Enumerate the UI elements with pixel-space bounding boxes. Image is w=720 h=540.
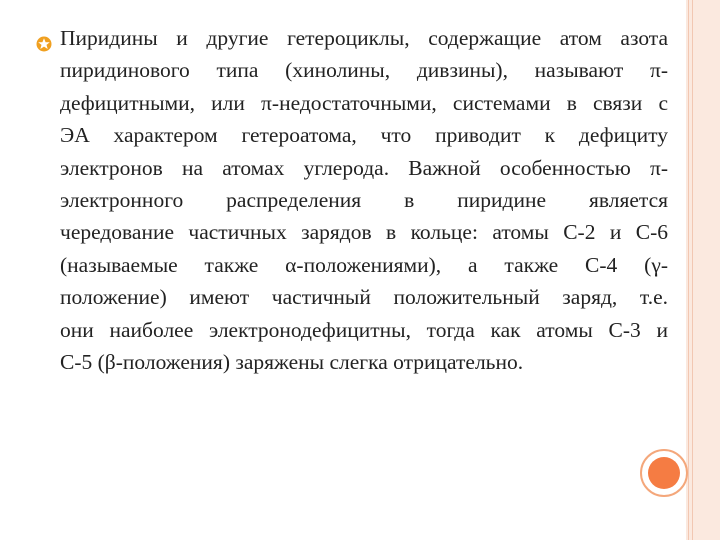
paragraph xyxy=(60,22,668,378)
paragraph-line: Пиридины и другие гетероциклы, содержащие атом азота xyxy=(60,26,668,50)
circled-star-bullet-icon xyxy=(36,36,52,52)
paragraph-line: пиридинового типа (хинолины, дивзины), называют π- xyxy=(60,58,668,83)
paragraph-line: дефицитными, или π-недостаточными, системами в связи с xyxy=(60,90,668,115)
paragraph-line: чередование частичных зарядов в кольце: атомы С-2 и С-6 xyxy=(60,220,668,245)
paragraph-line: электронного распределения в пиридине является xyxy=(60,188,668,213)
paragraph-line: положение) имеют частичный положительный заряд, т.е. xyxy=(60,285,668,310)
decorative-circle-fill xyxy=(648,457,680,489)
paragraph-line: (называемые также α-положениями), а также С-4 (γ- xyxy=(60,252,668,277)
paragraph-line: С-5 (β-положения) заряжены слегка отрицательно. xyxy=(60,350,524,375)
frame-line xyxy=(692,0,693,540)
paragraph-line: ЭА характером гетероатома, что приводит к дефициту xyxy=(60,123,668,148)
paragraph-line: электронов на атомах углерода. Важной особенностью π- xyxy=(60,155,668,180)
decorative-circle xyxy=(640,449,688,497)
frame-line xyxy=(688,0,689,540)
paragraph-line: они наиболее электронодефицитны, тогда как атомы С-3 и xyxy=(60,317,668,342)
